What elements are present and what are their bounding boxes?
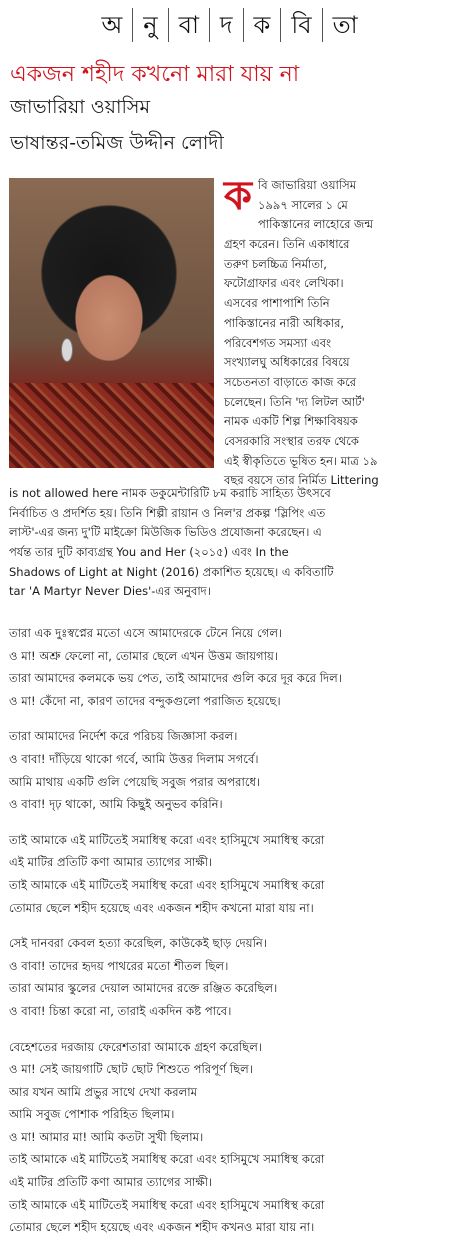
bio-continued: [9, 484, 454, 602]
poem-stanza: [9, 622, 454, 712]
bio-line: লাস্ট'-এর জন্য দু'টি মাইক্রো মিউজিক ভিডিও প্রযোজনা করেছেন। এ: [9, 525, 322, 540]
translator-credit: ভাষান্তর-তমিজ উদ্দীন লোদী: [10, 132, 224, 154]
bio-line: সচেতনতা বাড়াতে কাজ করে: [224, 374, 357, 389]
poem-stanza: [9, 1036, 454, 1239]
kicker-letter: বি: [281, 8, 322, 42]
poem-body: [9, 622, 454, 1252]
poem-line: তারা আমার স্কুলের দেয়াল আমাদের রক্তে রঞ্জিত করেছিল।: [9, 981, 278, 996]
kicker-letter: অ: [91, 8, 133, 42]
poem-stanza: [9, 932, 454, 1022]
bio-line: বেসরকারি সংস্থার তরফ থেকে: [224, 433, 359, 448]
kicker-letter: ক: [244, 8, 282, 42]
drop-cap: ক: [224, 173, 252, 219]
bio-line: গ্রহণ করেন। তিনি একাধারে: [224, 237, 350, 252]
poem-line: ও মা! অশ্রু ফেলো না, তোমার ছেলে এখন উত্তম জায়গায়।: [9, 648, 278, 663]
kicker-letter: তা: [332, 11, 358, 39]
bio-line: এই স্বীকৃতিতে ভূষিত হন। মাত্র ১৯: [224, 453, 378, 468]
bio-line: চলেছেন। তিনি 'দ্য লিটল আর্ট': [224, 394, 365, 409]
poem-line: ও মা! সেই জায়গাটি ছোট ছোট শিশুতে পরিপূর্ণ ছিল।: [9, 1062, 253, 1077]
bio-line: সংখ্যালঘু অধিকারের বিষয়ে: [224, 355, 350, 370]
bio-line: নির্বাচিত ও প্রদর্শিত হয়। তিনি শিল্পী রায়ান ও নিল'র প্রকল্প 'স্লিপিং এত: [9, 505, 326, 520]
bio-line: Shadows of Light at Night (2016) প্রকাশিত হয়েছে। এ কবিতাটি: [9, 564, 334, 579]
poem-line: আমি মাথায় একটি গুলি পেয়েছি সবুজ পরার অপরাধে।: [9, 774, 261, 789]
bio-line: পাকিস্তানের লাহোরে জন্ম: [258, 217, 374, 232]
poem-line: তাই আমাকে এই মাটিতেই সমাধিস্থ করো এবং হাসিমুখে সমাধিস্থ করো: [9, 832, 325, 847]
kicker-letter: নু: [133, 8, 168, 42]
kicker-letter: বা: [169, 8, 210, 42]
bio-line: পর্যন্ত তার দুটি কাব্যগ্রন্থ You and Her (২০১৫) এবং In the: [9, 545, 289, 560]
poem-line: ও বাবা! দৃঢ় থাকো, আমি কিছুই অনুভব করিনি।: [9, 797, 223, 812]
poem-line: ও মা! কেঁদো না, কারণ তাদের বন্দুকগুলো পরাজিত হয়েছে।: [9, 693, 281, 708]
bio-line: নামক একটি শিল্প শিক্ষাবিষয়ক: [224, 414, 358, 429]
poem-line: ও বাবা! তাদের হৃদয় পাথরের মতো শীতল ছিল।: [9, 958, 229, 973]
poem-line: সেই দানবরা কেবল হত্যা করেছিল, কাউকেই ছাড় দেয়নি।: [9, 936, 267, 951]
bio-column: [224, 173, 454, 491]
dress-pattern: [9, 383, 214, 468]
poem-line: আর যখন আমি প্রভুর সাথে দেখা করলাম: [9, 1084, 198, 1099]
poem-title: একজন শহীদ কখনো মারা যায় না: [10, 62, 300, 87]
earring-detail: [61, 338, 73, 362]
poem-line: ও বাবা! দাঁড়িয়ে থাকো গর্বে, আমি উত্তর দিলাম সগর্বে।: [9, 751, 259, 766]
poem-line: তাই আমাকে এই মাটিতেই সমাধিস্থ করো এবং হাসিমুখে সমাধিস্থ করো: [9, 1152, 325, 1167]
bio-line: বি জাভারিয়া ওয়াসিম: [258, 178, 357, 192]
poem-line: তাই আমাকে এই মাটিতেই সমাধিস্থ করো এবং হাসিমুখে সমাধিস্থ করো: [9, 877, 325, 892]
poem-line: আমি সবুজ পোশাক পরিহিত ছিলাম।: [9, 1107, 175, 1122]
bio-line: এসবের পাশাপাশি তিনি: [224, 296, 330, 311]
poem-line: তাই আমাকে এই মাটিতেই সমাধিস্থ করো এবং হাসিমুখে সমাধিস্থ করো: [9, 1197, 325, 1212]
bio-line: বছর বয়সে তার নির্মিত Littering: [224, 473, 379, 488]
bio-line: ফটোগ্রাফার এবং লেখিকা।: [224, 276, 344, 291]
bio-line: tar 'A Martyr Never Dies'-এর অনুবাদ।: [9, 584, 211, 599]
poem-line: তারা আমাদের কলমকে ভয় পেত, তাই আমাদের গুলি করে দূর করে দিল।: [9, 671, 342, 686]
author-name: জাভারিয়া ওয়াসিম: [10, 96, 151, 118]
author-photo: [9, 178, 214, 468]
bio-line: ১৯৯৭ সালের ১ মে: [258, 197, 348, 212]
poem-line: তারা আমাদের নির্দেশ করে পরিচয় জিজ্ঞাসা করল।: [9, 729, 238, 744]
poem-line: বেহেশতের দরজায় ফেরেশতারা আমাকে গ্রহণ করেছিল।: [9, 1039, 262, 1054]
poem-line: তোমার ছেলে শহীদ হয়েছে এবং একজন শহীদ কখনো মারা যায় না।: [9, 900, 314, 915]
bio-line: তরুণ চলচ্চিত্র নির্মাতা,: [224, 256, 327, 271]
poem-line: এই মাটির প্রতিটি কণা আমার ত্যাগের সাক্ষী।: [9, 855, 213, 870]
poem-line: ও বাবা! চিন্তা করো না, তারাই একদিন কষ্ট পাবে।: [9, 1003, 232, 1018]
section-kicker: [0, 8, 459, 42]
bio-line: পাকিস্তানের নারী অধিকার,: [224, 315, 345, 330]
poem-stanza: [9, 725, 454, 815]
kicker-letter: দ: [210, 8, 244, 42]
poem-stanza: [9, 829, 454, 919]
poem-line: ও মা! আমার মা! আমি কতটা সুখী ছিলাম।: [9, 1129, 204, 1144]
poem-line: তারা এক দুঃস্বপ্নের মতো এসে আমাদেরকে টেনে নিয়ে গেল।: [9, 626, 283, 640]
poem-line: তোমার ছেলে শহীদ হয়েছে এবং একজন শহীদ কখনও মারা যায় না।: [9, 1220, 315, 1235]
poem-line: এই মাটির প্রতিটি কণা আমার ত্যাগের সাক্ষী।: [9, 1175, 213, 1190]
bio-line: পরিবেশগত সমস্যা এবং: [224, 335, 332, 350]
bio-line: is not allowed here নামক ডকুমেন্টারিটি ৮ম করাচি সাহিত্য উৎসবে: [9, 486, 331, 500]
